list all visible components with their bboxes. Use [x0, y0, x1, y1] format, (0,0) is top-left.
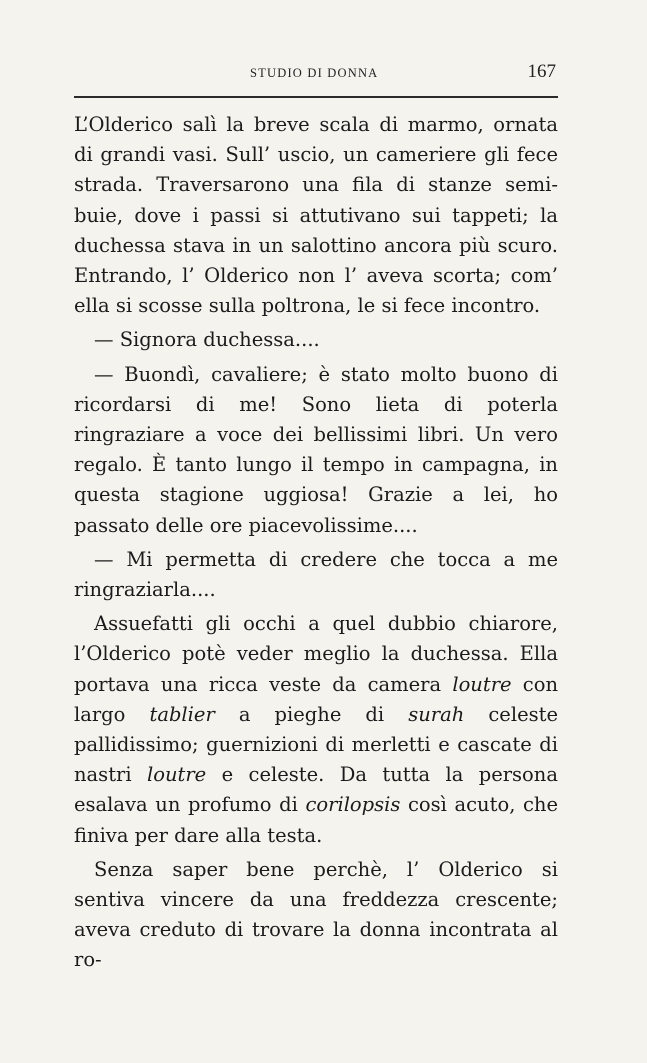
p5-italic-tablier: tablier [149, 702, 215, 726]
body-text [74, 110, 558, 976]
p5-text-5: e celeste. Da tutta la persona esalava un profumo di [74, 763, 558, 817]
dialogue-line-3: — Mi permetta di credere che tocca a me ringraziarla.... [74, 547, 558, 602]
p5-text-6: così acuto, che finiva per dare alla testa. [74, 793, 559, 847]
paragraph-1: L’Olderico salì la breve scala di marmo, ornata di grandi vasi. Sull’ uscio, un cameriere gli fece strada. Traversarono una fila di stanze semi-buie, dove i passi si attutivano sui tappeti; la duchessa stava in un salottino ancora più scuro. Entrando, l’ Olderico non l’ aveva scorta; com’ ella si scosse sulla poltrona, le si fece incontro. [74, 113, 558, 318]
page-number: 167 [527, 61, 556, 82]
header-rule [74, 96, 558, 98]
p5-text-2: con largo [74, 672, 559, 726]
running-title: STUDIO DI DONNA [250, 66, 379, 80]
dialogue-line-1: — Signora duchessa.... [94, 328, 320, 352]
p5-italic-loutre: loutre [452, 672, 512, 696]
p5-italic-corilopsis: corilopsis [305, 793, 401, 817]
p5-text-1: Assuefatti gli occhi a quel dubbio chiarore, l’Olderico potè veder meglio la duchessa. Ella portava una ricca veste da camera [74, 612, 558, 696]
paragraph-5 [74, 609, 558, 851]
page-header [74, 58, 558, 88]
p5-text-3: a pieghe di [214, 702, 409, 726]
dialogue-line-2: — Buondì, cavaliere; è stato molto buono di ricordarsi di me! Sono lieta di poterla ringraziare a voce dei bellissimi libri. Un vero regalo. È tanto lungo il tempo in campagna, in questa stagione uggiosa! Grazie a lei, ho passato delle ore piacevolissime.... [74, 362, 558, 537]
p5-italic-loutre-2: loutre [146, 763, 207, 787]
p5-italic-surah: surah [408, 702, 465, 726]
paragraph-6: Senza saper bene perchè, l’ Olderico si sentiva vincere da una freddezza crescente; aveva creduto di trovare la donna incontrata al ro- [74, 857, 558, 972]
p5-text-4: celeste pallidissimo; guernizioni di merletti e cascate di nastri [74, 702, 559, 787]
